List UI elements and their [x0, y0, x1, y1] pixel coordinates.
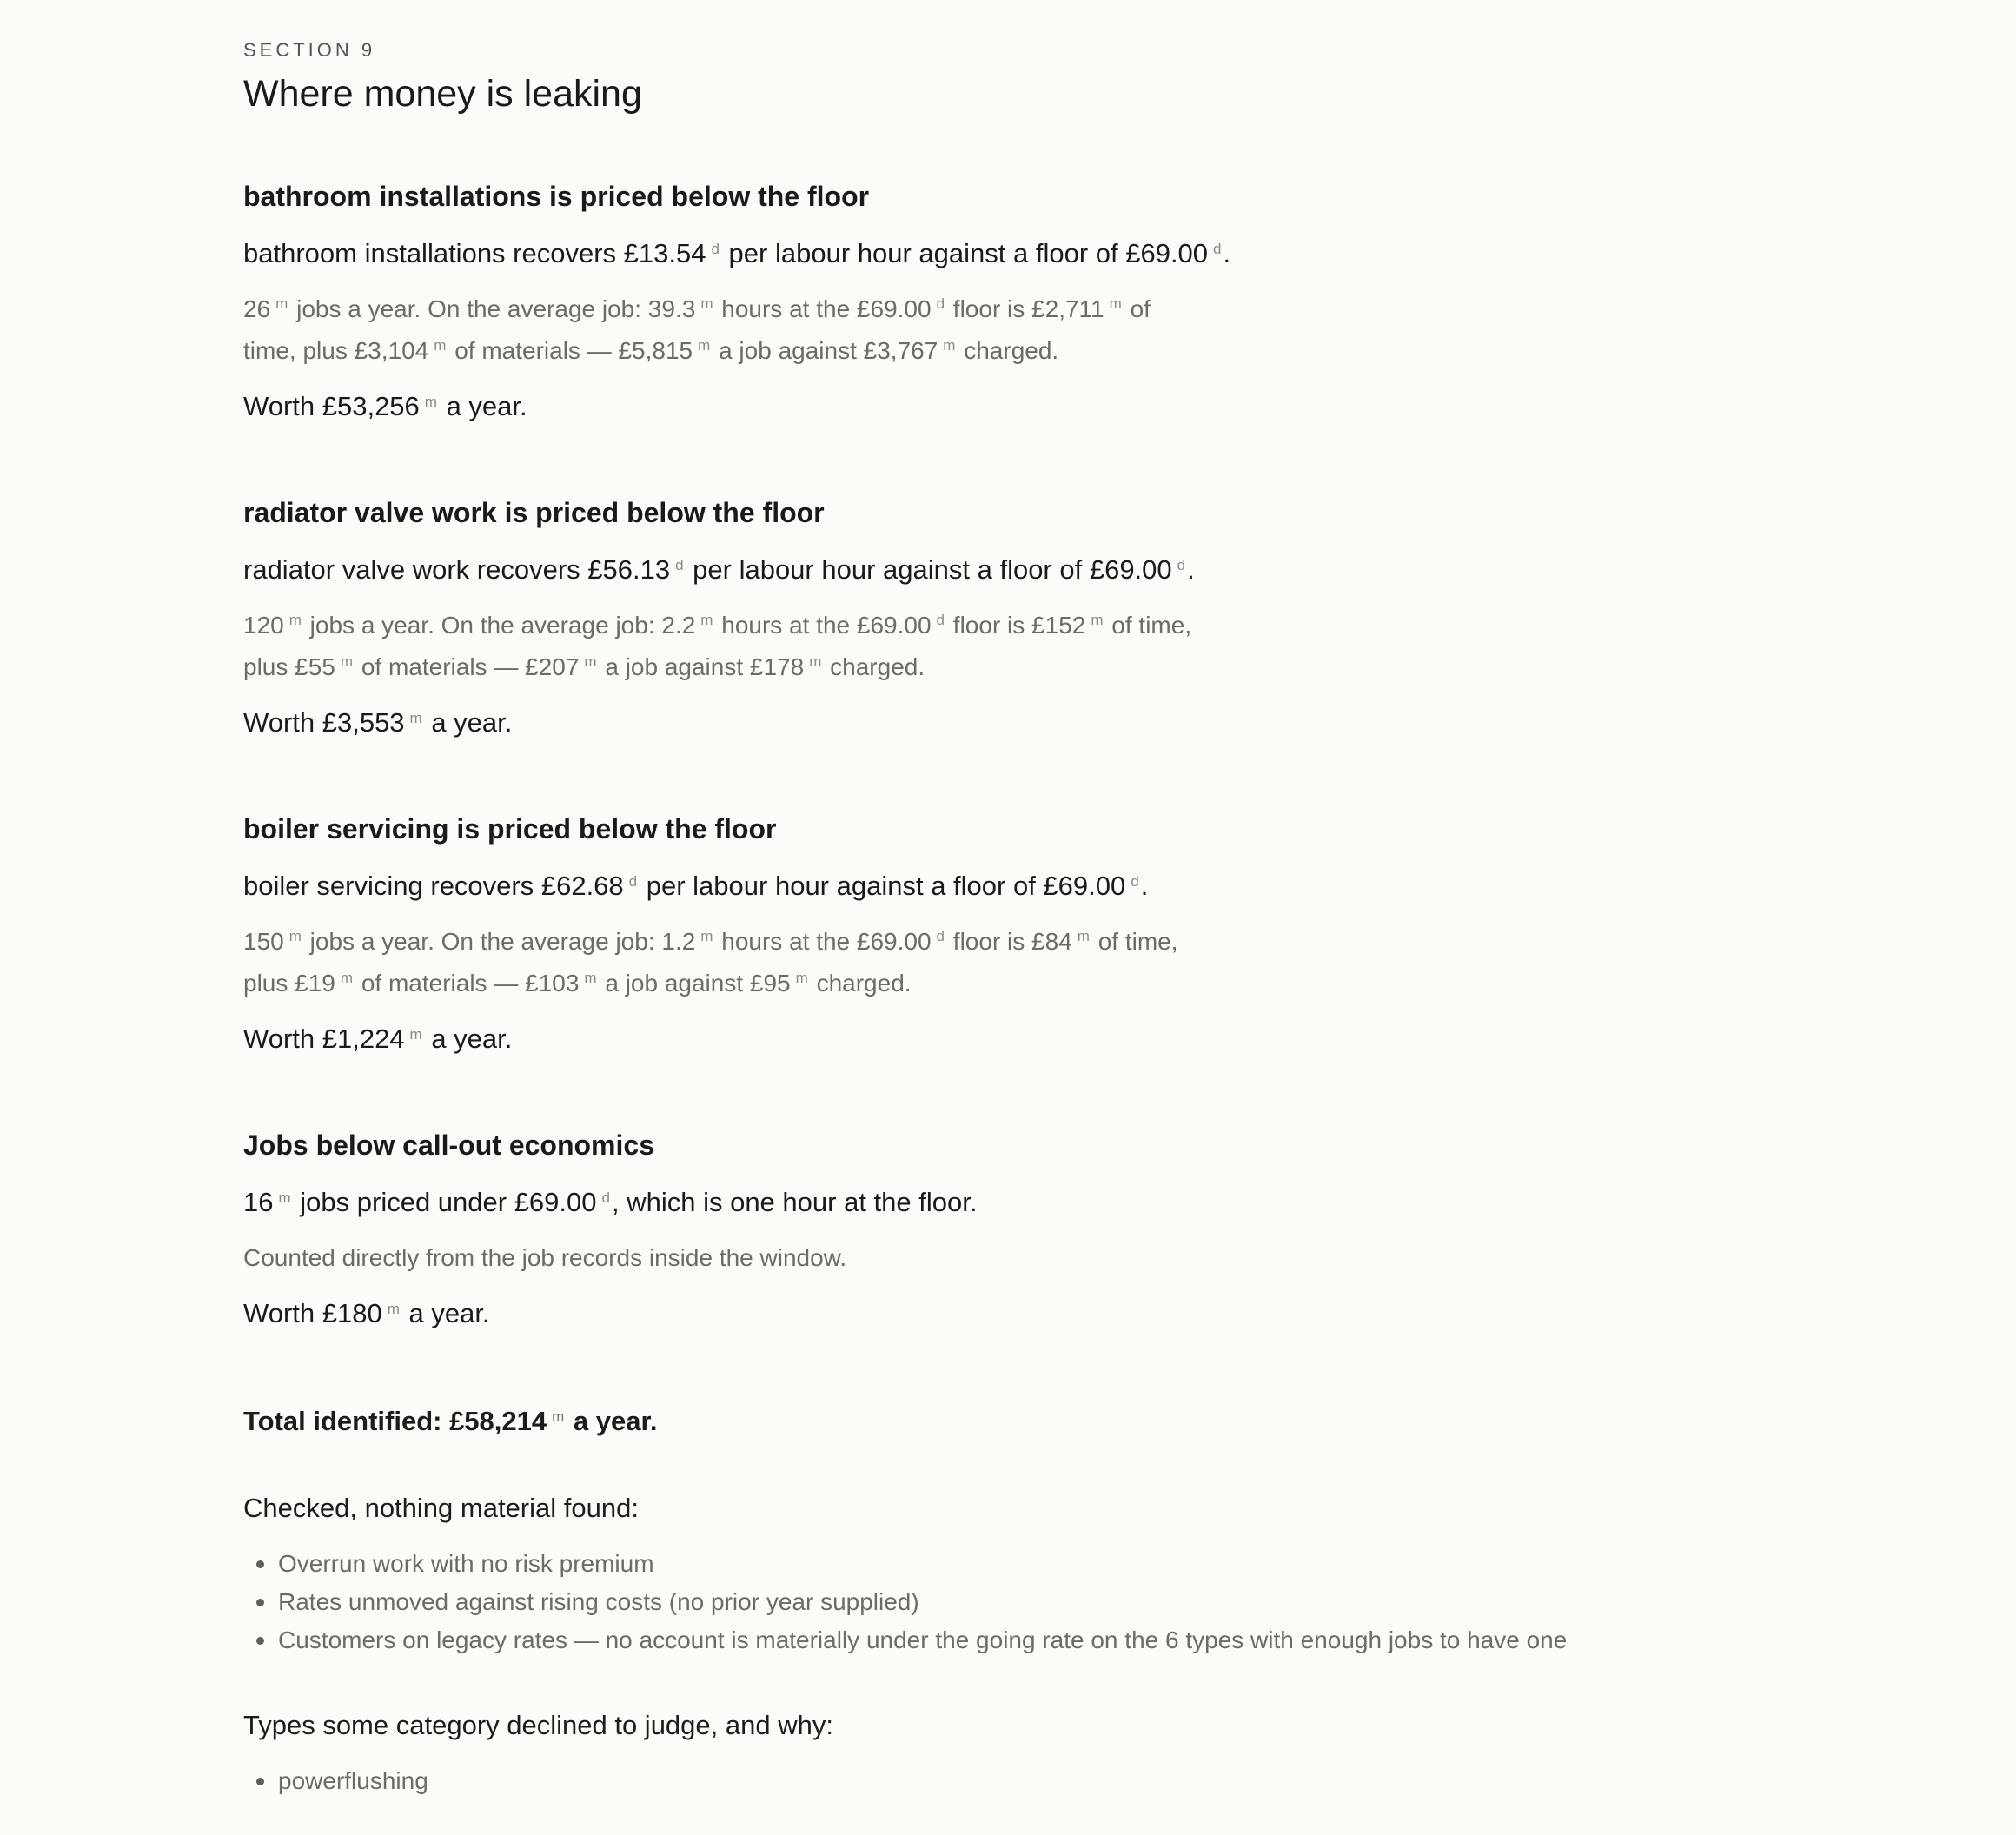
- finding-worth: Worth £53,256 $^m$ a year.: [243, 391, 527, 421]
- finding-lead: 16 $^m$ jobs priced under £69.00 $^d$, which is one hour at the floor.: [243, 1187, 978, 1217]
- finding-lead: bathroom installations recovers £13.54 $^d$ per labour hour against a floor of £69.00 $^d$.: [243, 238, 1231, 268]
- finding-detail: 120 $^m$ jobs a year. On the average job: 2.2 $^m$ hours at the £69.00 $^d$ floor is £152 $^m$ of time, plus £55 $^m$ of materials — £207 $^m$ a job against £178 $^m$ charged.: [243, 612, 1192, 680]
- finding-call-out-economics: [243, 1124, 1807, 1335]
- list-item: Rates unmoved against rising costs (no prior year supplied): [278, 1583, 1842, 1621]
- derived-tag: d: [711, 241, 720, 257]
- finding-worth: Worth £1,224 $^m$ a year.: [243, 1023, 513, 1054]
- finding-title: Jobs below call-out economics: [243, 1129, 654, 1161]
- finding-detail: 26 $^m$ jobs a year. On the average job: 39.3 $^m$ hours at the £69.00 $^d$ floor is £2,711 $^m$ of time, plus £3,104 $^m$ of materials — £5,815 $^m$ a job against £3,767 $^m$ charged.: [243, 295, 1151, 364]
- derived-tag: d: [628, 873, 638, 890]
- finding-boiler-servicing: [243, 808, 1807, 1060]
- checked-heading: Checked, nothing material found:: [243, 1493, 639, 1523]
- finding-worth: Worth £3,553 $^m$ a year.: [243, 707, 513, 738]
- report-section: [243, 35, 1807, 1794]
- finding-lead: boiler servicing recovers £62.68 $^d$ per labour hour against a floor of £69.00 $^d$.: [243, 871, 1149, 901]
- declined-list: [243, 1762, 1842, 1800]
- derived-tag: d: [1213, 241, 1222, 257]
- finding-title: boiler servicing is priced below the floor: [243, 813, 777, 845]
- measured-tag: m: [278, 1189, 291, 1206]
- derived-tag: d: [601, 1189, 610, 1206]
- list-item: powerflushing: [278, 1762, 1842, 1800]
- finding-detail: Counted directly from the job records inside the window.: [243, 1244, 847, 1271]
- derived-tag: d: [1177, 557, 1186, 573]
- section-title: Where money is leaking: [243, 73, 642, 115]
- finding-worth: Worth £180 $^m$ a year.: [243, 1298, 490, 1328]
- section-eyebrow: SECTION 9: [243, 39, 376, 61]
- derived-tag: d: [1131, 873, 1139, 890]
- finding-detail: 150 $^m$ jobs a year. On the average job: 1.2 $^m$ hours at the £69.00 $^d$ floor is £84 $^m$ of time, plus £19 $^m$ of materials — £103 $^m$ a job against £95 $^m$ charged.: [243, 928, 1178, 997]
- declined-heading: Types some category declined to judge, and why:: [243, 1710, 833, 1740]
- finding-lead: radiator valve work recovers £56.13 $^d$ per labour hour against a floor of £69.00 $^d$.: [243, 554, 1195, 585]
- list-item: Customers on legacy rates — no account is materially under the going rate on the 6 types with enough jobs to have one: [278, 1621, 1842, 1659]
- list-item: Overrun work with no risk premium: [278, 1545, 1842, 1583]
- finding-radiator-valve-work: [243, 492, 1807, 744]
- derived-tag: d: [675, 557, 684, 573]
- finding-bathroom-installations: [243, 176, 1807, 427]
- total-identified: Total identified: £58,214 $^m$ a year.: [243, 1406, 658, 1436]
- checked-list: [243, 1545, 1842, 1659]
- finding-title: radiator valve work is priced below the floor: [243, 497, 825, 528]
- finding-title: bathroom installations is priced below the floor: [243, 181, 870, 212]
